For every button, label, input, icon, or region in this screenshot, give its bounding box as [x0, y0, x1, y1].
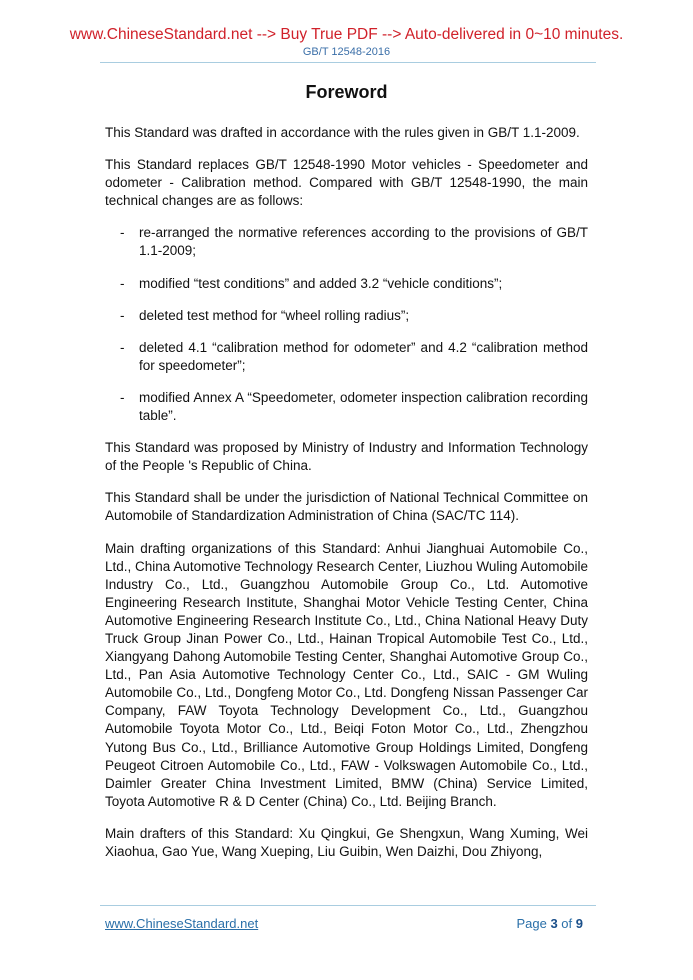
- list-item: - modified “test conditions” and added 3.2 “vehicle conditions”;: [120, 275, 503, 291]
- paragraph: This Standard shall be under the jurisdiction of National Technical Committee on Automobile of Standardization Administration of China (SAC/TC 114).: [105, 490, 588, 524]
- paragraph: Main drafting organizations of this Standard: Anhui Jianghuai Automobile Co., Ltd., China Automotive Technology Research Center, Liuzhou Wuling Automobile Industry Co., Ltd., Guangzhou Automobile Group Co., Ltd. Automotive Engineering Research Institute, Shanghai Motor Vehicle Testing Center, China Automotive Engineering Research Institute Co., Ltd., China National Heavy Duty Truck Group Jinan Power Co., Ltd., Hainan Tropical Automobile Test Co., Ltd., Xiangyang Dahong Automobile Testing Center, Shanghai Automotive Group Co., Ltd., Pan Asia Automotive Technology Center Co., Ltd., SAIC - GM Wuling Automobile Co., Ltd., Dongfeng Motor Co., Ltd. Dongfeng Nissan Passenger Car Company, FAW Toyota Technology Development Co., Ltd., Guangzhou Automobile Toyota Motor Co., Ltd., Beiqi Foton Motor Co., Ltd., Zhengzhou Yutong Bus Co., Ltd., Brilliance Automotive Group Holdings Limited, Dongfeng Peugeot Citroen Automobile Co., Ltd., FAW - Volkswagen Automobile Co., Ltd., Daimler Greater China Investment Limited, BMW (China) Service Limited, Toyota Automotive R & D Center (China) Co., Ltd. Beijing Branch.: [105, 540, 588, 809]
- list-item-text: deleted test method for “wheel rolling radius”;: [139, 307, 410, 323]
- list-item-text: re-arranged the normative references according to the provisions of GB/T 1.1-2009;: [139, 225, 588, 259]
- footer-rule: [100, 905, 596, 906]
- page-prefix: Page: [516, 916, 547, 931]
- list-item-text: modified “test conditions” and added 3.2 “vehicle conditions”;: [139, 275, 503, 291]
- paragraph: This Standard was proposed by Ministry of Industry and Information Technology of the People 's Republic of China.: [105, 440, 588, 474]
- header-doc-id: GB/T 12548-2016: [302, 46, 391, 58]
- page-current: 3: [550, 916, 558, 931]
- list-item-text: deleted 4.1 “calibration method for odometer” and 4.2 “calibration method for speedometer”;: [139, 339, 588, 373]
- list-item: - deleted 4.1 “calibration method for odometer” and 4.2 “calibration method for speedometer”;: [120, 339, 588, 373]
- list-item-text: modified Annex A “Speedometer, odometer inspection calibration recording table”.: [139, 389, 588, 424]
- paragraph: This Standard replaces GB/T 12548-1990 Motor vehicles - Speedometer and odometer - Calibration method. Compared with GB/T 12548-1990, the main technical changes are as follows:: [105, 157, 588, 209]
- header-banner-link[interactable]: www.ChineseStandard.net --> Buy True PDF --> Auto-delivered in 0~10 minutes.: [69, 26, 624, 43]
- page-of: of: [561, 916, 573, 931]
- paragraph: This Standard was drafted in accordance with the rules given in GB/T 1.1-2009.: [105, 125, 580, 140]
- page-number: [516, 916, 583, 931]
- list-item: - deleted test method for “wheel rolling radius”;: [120, 307, 410, 323]
- list-item: - re-arranged the normative references according to the provisions of GB/T 1.1-2009;: [120, 225, 588, 259]
- list-item: - modified Annex A “Speedometer, odometer inspection calibration recording table”.: [120, 389, 588, 424]
- header-rule: [100, 62, 596, 63]
- paragraph: Main drafters of this Standard: Xu Qingkui, Ge Shengxun, Wang Xuming, Wei Xiaohua, Gao Yue, Wang Xueping, Liu Guibin, Wen Daizhi, Dou Zhiyong,: [105, 825, 588, 859]
- page-title: Foreword: [305, 82, 388, 102]
- footer-link[interactable]: www.ChineseStandard.net: [105, 916, 259, 931]
- document-body: [105, 124, 588, 875]
- page-total: 9: [575, 916, 583, 931]
